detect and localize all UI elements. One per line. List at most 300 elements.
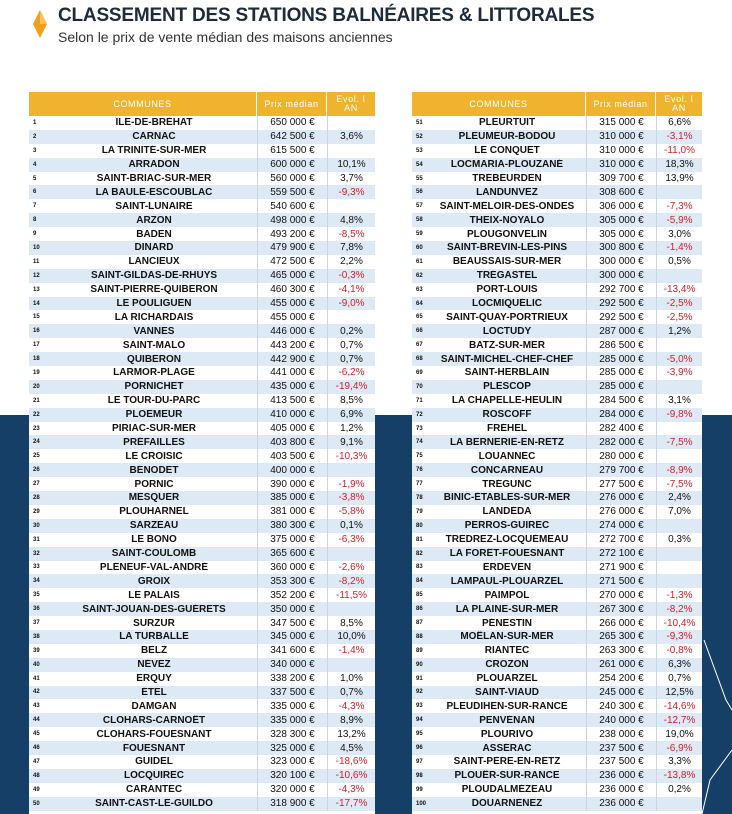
commune-cell: LE BONO [131,534,177,546]
commune-cell: PLOURIVO [480,728,534,740]
rank-cell: 55 [416,175,423,182]
price-cell: 236 000 € [586,797,656,811]
evol-cell [656,422,702,436]
commune-cell: LANDUNVEZ [476,186,538,198]
rank-cell: 98 [416,772,423,779]
price-cell: 365 600 € [257,547,327,561]
rank-cell: 80 [416,522,423,529]
commune-cell: PLESCOP [483,381,531,393]
commune-cell: SAINT-QUAY-PORTRIEUX [446,311,568,323]
evol-cell: 2,4% [656,491,702,505]
evol-cell: 0,7% [327,352,375,366]
commune-cell: ARRADON [128,159,180,171]
price-cell: 455 000 € [257,310,327,324]
commune-cell: PRÉFAILLES [123,436,185,448]
price-cell: 441 000 € [257,366,327,380]
table-row [29,422,375,436]
table-row [29,616,375,630]
ranking-table-right [412,92,702,814]
price-cell: 318 900 € [257,797,327,811]
price-cell: 642 500 € [257,130,327,144]
price-cell: 472 500 € [257,255,327,269]
table-row [412,769,702,783]
price-cell: 267 300 € [586,602,656,616]
price-cell: 271 500 € [586,574,656,588]
rank-cell: 54 [416,161,423,168]
rank-cell: 9 [33,231,37,238]
commune-cell: TRÉBEURDEN [472,173,542,184]
table-row [412,644,702,658]
price-cell: 284 000 € [586,408,656,422]
commune-cell: LA TURBALLE [119,631,189,643]
price-cell: 560 000 € [257,172,327,186]
evol-cell: 0,5% [656,255,702,269]
rank-cell: 27 [33,481,40,488]
price-cell: 240 300 € [586,699,656,713]
price-cell: 600 000 € [257,158,327,172]
price-cell: 310 000 € [586,130,656,144]
evol-cell: -0,8% [656,644,702,658]
price-cell: 385 000 € [257,491,327,505]
rank-cell: 5 [33,175,37,182]
evol-cell: -13,4% [656,283,702,297]
price-cell: 493 200 € [257,227,327,241]
rank-cell: 12 [33,272,40,279]
price-cell: 284 500 € [586,394,656,408]
price-cell: 442 900 € [257,352,327,366]
table-row [29,713,375,727]
price-cell: 274 000 € [586,519,656,533]
rank-cell: 30 [33,522,40,529]
rank-cell: 87 [416,620,423,626]
commune-cell: LA TRINITÉ-SUR-MER [101,145,207,157]
rank-cell: 95 [416,731,423,738]
commune-cell: PLOUARZEL [476,673,538,685]
commune-cell: LE TOUR-DU-PARC [107,395,201,407]
commune-cell: LOUANNEC [478,450,536,462]
rank-cell: 46 [33,745,40,752]
commune-cell: DAMGAN [131,700,177,712]
price-cell: 282 000 € [586,435,656,449]
evol-cell: -5,8% [327,505,375,519]
evol-cell: 3,0% [656,227,702,241]
evol-cell: -10,4% [656,616,702,630]
rank-cell: 53 [416,147,423,154]
rank-cell: 35 [33,592,40,599]
rank-cell: 89 [416,647,423,654]
rank-cell: 99 [416,786,423,793]
table-row [29,519,375,533]
rank-cell: 71 [416,397,423,404]
header-evol-line1: Evol. I [664,94,694,104]
commune-cell: CROZON [485,659,529,671]
commune-cell: ROSCOFF [482,409,532,421]
commune-cell: FOUESNANT [122,742,186,754]
rank-cell: 40 [33,661,40,668]
evol-cell [656,185,702,199]
table-row [29,283,375,297]
evol-cell: -10,3% [327,449,375,463]
rank-cell: 63 [416,286,423,293]
rank-cell: 32 [33,550,40,557]
price-cell: 410 000 € [257,408,327,422]
table-row [412,588,702,602]
table-row [29,699,375,713]
rank-cell: 75 [416,453,423,460]
price-cell: 276 000 € [586,505,656,519]
table-row [29,435,375,449]
evol-cell: 1,0% [327,672,375,686]
commune-cell: PORT-LOUIS [476,284,538,296]
rank-cell: 76 [416,467,423,474]
price-cell: 271 900 € [586,561,656,575]
rank-cell: 14 [33,300,40,307]
evol-cell: 7,0% [656,505,702,519]
commune-cell: BELZ [140,645,168,657]
evol-cell [656,338,702,352]
evol-cell: -8,2% [327,574,375,588]
commune-cell: SAINT-BRIAC-SUR-MER [96,173,212,184]
rank-cell: 6 [33,189,37,196]
rank-cell: 38 [33,633,40,640]
price-cell: 498 000 € [257,213,327,227]
price-cell: 236 000 € [586,769,656,783]
rank-cell: 25 [33,453,40,460]
price-cell: 390 000 € [257,477,327,491]
table-row [412,352,702,366]
table-row [29,449,375,463]
table-row [29,463,375,477]
evol-cell: 12,5% [656,686,702,700]
price-cell: 413 500 € [257,394,327,408]
commune-cell: LOCQUIREC [124,770,184,782]
evol-cell: 6,3% [656,658,702,672]
price-cell: 320 000 € [257,783,327,797]
price-cell: 338 200 € [257,672,327,686]
price-cell: 403 500 € [257,449,327,463]
rank-cell: 43 [33,703,40,710]
table-row [412,158,702,172]
commune-cell: GROIX [137,575,171,587]
commune-cell: BEAUSSAIS-SUR-MER [452,256,562,268]
evol-cell: -6,3% [327,533,375,547]
evol-cell: -1,4% [327,644,375,658]
evol-cell: -2,5% [656,297,702,311]
commune-cell: PIRIAC-SUR-MER [112,423,196,435]
table-row [412,658,702,672]
rank-cell: 94 [416,717,423,724]
price-cell: 443 200 € [257,338,327,352]
price-cell: 287 000 € [586,324,656,338]
table-row [412,797,702,811]
price-cell: 276 000 € [586,491,656,505]
rank-cell: 42 [33,689,40,696]
price-cell: 460 300 € [257,283,327,297]
commune-cell: CARANTEC [125,784,183,796]
page-title: CLASSEMENT DES STATIONS BALNÉAIRES & LITTORALES [58,5,595,26]
commune-cell: PORNIC [134,478,174,490]
table-row [29,755,375,769]
commune-cell: TRÉGUNC [482,478,532,490]
header-evol [327,92,375,116]
price-cell: 335 000 € [257,713,327,727]
rank-cell: 56 [416,189,423,196]
price-cell: 479 900 € [257,241,327,255]
commune-cell: LANCIEUX [128,256,180,268]
table-row [412,130,702,144]
price-cell: 337 500 € [257,686,327,700]
evol-cell: -18,6% [327,755,375,769]
evol-cell: -13,8% [656,769,702,783]
evol-cell: -1,9% [327,477,375,491]
table-row [29,505,375,519]
rank-cell: 39 [33,647,40,654]
price-cell: 328 300 € [257,727,327,741]
table-row [412,199,702,213]
evol-cell [656,797,702,811]
table-row [412,241,702,255]
rank-cell: 66 [416,328,423,335]
table-row [412,672,702,686]
table-row [412,783,702,797]
table-row [29,227,375,241]
table-row [412,227,702,241]
price-cell: 446 000 € [257,324,327,338]
rank-cell: 72 [416,411,423,418]
evol-cell: -1,4% [656,241,702,255]
header-communes: COMMUNES [29,92,257,116]
commune-cell: SAINT-JOUAN-DES-GUÉRETS [82,603,226,615]
rank-cell: 2 [33,133,37,140]
evol-cell [327,602,375,616]
table-row [412,338,702,352]
table-row [29,269,375,283]
evol-cell: -11,5% [327,588,375,602]
ranking-table-left [29,92,375,814]
commune-cell: THEIX-NOYALO [469,214,545,226]
price-cell: 282 400 € [586,422,656,436]
table-row [29,630,375,644]
evol-cell: -4,1% [327,283,375,297]
price-cell: 650 000 € [257,116,327,130]
evol-cell: 1,2% [656,324,702,338]
table-row [29,477,375,491]
commune-cell: ASSÉRAC [482,742,532,754]
evol-cell: -3,1% [656,130,702,144]
price-cell: 270 000 € [586,588,656,602]
table-row [29,144,375,158]
rank-cell: 74 [416,439,423,446]
rank-cell: 77 [416,481,423,488]
evol-cell: 7,8% [327,241,375,255]
commune-cell: SURZUR [133,617,175,629]
rank-cell: 34 [33,578,40,585]
table-row [412,213,702,227]
table-row [412,324,702,338]
commune-cell: MESQUER [128,492,180,504]
commune-cell: LOCTUDY [482,325,532,337]
commune-cell: FRÉHEL [487,423,527,435]
price-cell: 309 700 € [586,172,656,186]
evol-cell: -7,5% [656,477,702,491]
evol-cell: -6,2% [327,366,375,380]
price-cell: 305 000 € [586,227,656,241]
decorative-lines [702,640,732,814]
evol-cell: 4,8% [327,213,375,227]
price-cell: 245 000 € [586,686,656,700]
price-cell: 285 000 € [586,366,656,380]
commune-cell: RIANTEC [484,645,530,657]
price-cell: 265 300 € [586,630,656,644]
rank-cell: 61 [416,258,423,265]
commune-cell: CONCARNEAU [470,464,544,476]
price-cell: 310 000 € [586,158,656,172]
table-row [29,199,375,213]
rank-cell: 81 [416,536,423,543]
commune-cell: PORNICHET [124,381,184,393]
rank-cell: 100 [416,800,427,807]
table-row [412,366,702,380]
table-row [29,394,375,408]
rank-cell: 86 [416,606,423,613]
header-prix: Prix médian [586,92,656,116]
table-row [412,435,702,449]
table-row [412,630,702,644]
rank-cell: 44 [33,717,40,724]
commune-cell: ÉTEL [141,686,167,698]
rank-cell: 85 [416,592,423,599]
table-row [29,172,375,186]
rank-cell: 88 [416,633,423,640]
evol-cell: -4,3% [327,699,375,713]
commune-cell: LA BAULE-ESCOUBLAC [95,186,213,198]
table-row [29,241,375,255]
evol-cell: 10,0% [327,630,375,644]
rank-cell: 52 [416,133,423,140]
rank-cell: 45 [33,731,40,738]
rank-cell: 10 [33,244,40,251]
price-cell: 272 700 € [586,533,656,547]
rank-cell: 91 [416,675,423,682]
table-row [29,158,375,172]
commune-cell: SAINT-MICHEL-CHEF-CHEF [440,353,574,365]
commune-cell: CARNAC [132,131,176,143]
table-row [412,185,702,199]
price-cell: 352 200 € [257,588,327,602]
commune-cell: PÉNESTIN [481,617,532,629]
commune-cell: BÉNODET [129,464,179,476]
rank-cell: 58 [416,217,423,224]
price-cell: 320 100 € [257,769,327,783]
commune-cell: LOCMIQUÉLIC [472,298,542,310]
evol-cell: -9,3% [656,630,702,644]
price-cell: 292 700 € [586,283,656,297]
price-cell: 405 000 € [257,422,327,436]
commune-cell: LAMPAUL-PLOUARZEL [450,575,564,587]
rank-cell: 1 [33,119,37,126]
evol-cell: 6,9% [327,408,375,422]
evol-cell: -6,9% [656,741,702,755]
rank-cell: 28 [33,494,40,501]
table-row [412,616,702,630]
price-cell: 279 700 € [586,463,656,477]
table-row [29,366,375,380]
commune-cell: LANDÉDA [482,506,532,518]
table-row [29,658,375,672]
evol-cell: -8,5% [327,227,375,241]
commune-cell: DOUARNENEZ [471,798,543,810]
commune-cell: PERROS-GUIREC [464,520,550,532]
price-cell: 360 000 € [257,561,327,575]
table-row [412,491,702,505]
commune-cell: ÎLE-DE-BRÉHAT [115,117,193,129]
table-row [29,797,375,811]
price-cell: 300 000 € [586,269,656,283]
rank-cell: 41 [33,675,40,682]
evol-cell [327,463,375,477]
commune-cell: LA RICHARDAIS [114,311,194,323]
rank-cell: 37 [33,620,40,626]
evol-cell: -9,8% [656,408,702,422]
price-cell: 300 000 € [586,255,656,269]
commune-cell: QUIBERON [127,353,181,365]
rank-cell: 7 [33,203,37,210]
price-cell: 381 000 € [257,505,327,519]
evol-cell [656,561,702,575]
table-row [29,588,375,602]
evol-cell [327,116,375,130]
evol-cell: 4,5% [327,741,375,755]
table-row [29,533,375,547]
table-row [29,255,375,269]
rank-cell: 3 [33,147,37,154]
commune-cell: VANNES [133,325,175,337]
rank-cell: 49 [33,786,40,793]
price-cell: 315 000 € [586,116,656,130]
price-cell: 403 800 € [257,435,327,449]
commune-cell: ERQUY [136,673,172,685]
evol-cell: 8,5% [327,616,375,630]
rank-cell: 11 [33,258,40,265]
table-row [412,533,702,547]
table-row [412,255,702,269]
evol-cell: -9,0% [327,297,375,311]
evol-cell: -12,7% [656,713,702,727]
evol-cell [656,269,702,283]
price-cell: 340 000 € [257,658,327,672]
rank-cell: 13 [33,286,40,293]
table-row [29,727,375,741]
table-row [29,574,375,588]
commune-cell: DINARD [134,242,174,254]
commune-cell: PLOUHARNEL [119,506,189,518]
commune-cell: CLOHARS-CARNOËT [102,714,206,726]
table-row [29,130,375,144]
rank-cell: 69 [416,369,423,376]
commune-cell: LA FORÊT-FOUESNANT [449,548,565,560]
price-cell: 263 300 € [586,644,656,658]
header-evol-line2: AN [344,103,358,113]
table-row [412,172,702,186]
rank-cell: 51 [416,119,423,126]
rank-cell: 70 [416,383,423,390]
price-cell: 353 300 € [257,574,327,588]
evol-cell: 3,3% [656,755,702,769]
rank-cell: 78 [416,494,423,501]
table-row [412,297,702,311]
commune-cell: PLOUËR-SUR-RANCE [454,770,560,782]
price-cell: 341 600 € [257,644,327,658]
